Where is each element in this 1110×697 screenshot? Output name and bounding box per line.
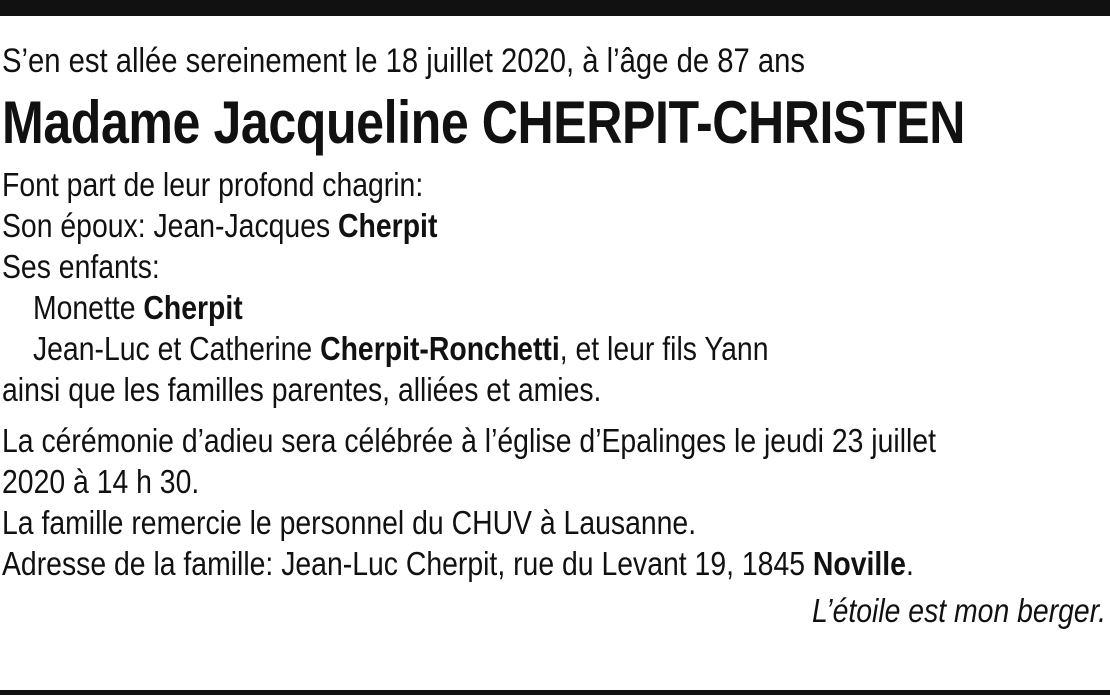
child-1-prefix: Monette xyxy=(32,289,144,326)
address-suffix: . xyxy=(905,545,914,582)
obituary-notice xyxy=(2,38,1106,631)
child-2-suffix: , et leur fils Yann xyxy=(559,330,769,367)
thanks-line: La famille remercie le personnel du CHUV à Lausanne. xyxy=(2,504,697,541)
top-border-rule xyxy=(0,0,1110,16)
child-line-2 xyxy=(2,328,951,369)
motto-line: L’étoile est mon berger. xyxy=(812,592,1106,629)
address-town: Noville xyxy=(812,545,906,582)
address-line xyxy=(2,543,951,584)
intro-line: S’en est allée sereinement le 18 juillet 2020, à l’âge de 87 ans xyxy=(2,42,806,80)
ceremony-line-1: La cérémonie d’adieu sera célébrée à l’église d’Epalinges le jeudi 23 juillet xyxy=(2,422,936,459)
child-line-1 xyxy=(2,287,951,328)
child-2-surname: Cherpit-Ronchetti xyxy=(320,330,560,367)
deceased-name: Madame Jacqueline CHERPIT-CHRISTEN xyxy=(2,89,965,156)
grief-line: Font part de leur profond chagrin: xyxy=(2,166,424,203)
bottom-border-rule xyxy=(0,690,1110,695)
address-prefix: Adresse de la famille: Jean-Luc Cherpit, rue du Levant 19, 1845 xyxy=(2,545,813,582)
spouse-line xyxy=(2,205,951,246)
child-1-surname: Cherpit xyxy=(143,289,243,326)
families-line: ainsi que les familles parentes, alliées et amies. xyxy=(2,371,602,408)
ceremony-line-2: 2020 à 14 h 30. xyxy=(2,463,200,500)
spouse-prefix: Son époux: Jean-Jacques xyxy=(2,207,339,244)
child-2-prefix: Jean-Luc et Catherine xyxy=(32,330,321,367)
children-label: Ses enfants: xyxy=(2,248,160,285)
spouse-surname: Cherpit xyxy=(338,207,438,244)
